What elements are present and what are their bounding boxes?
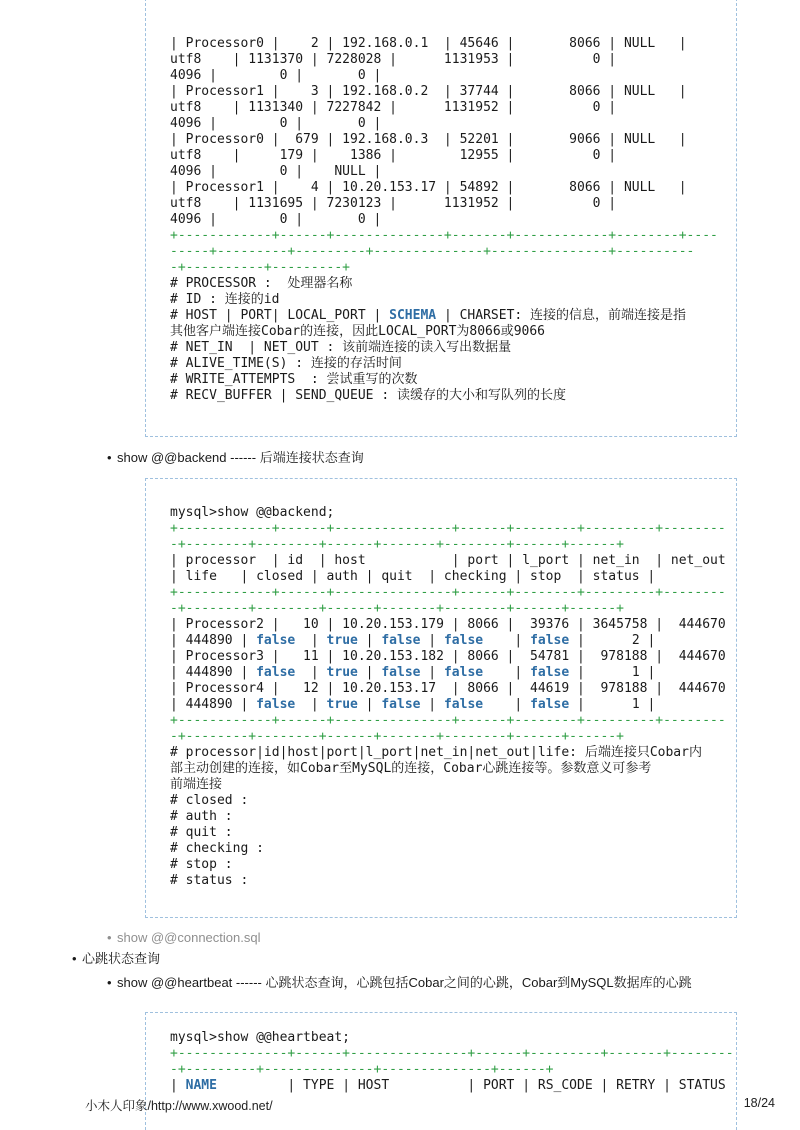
code-line: mysql>show @@heartbeat; (170, 1030, 351, 1045)
code-line: mysql>show @@backend; (170, 505, 335, 520)
code-line: # status : (170, 873, 249, 888)
code-line: | Processor3 | 11 | 10.20.153.182 | 8066 | 54781 | 978188 | 444670 (170, 649, 726, 664)
code-line: -+--------+--------+------+-------+--------+------+------+ (170, 729, 624, 744)
code-line: # processor|id|host|port|l_port|net_in|net_out|life: 后端连接只Cobar内 (170, 745, 702, 760)
code-line: # HOST | PORT| LOCAL_PORT | SCHEMA | CHARSET: 连接的信息，前端连接是指 (170, 308, 687, 323)
code-line: 4096 | 0 | 0 | (170, 116, 382, 131)
code-line: # ID : 连接的id (170, 292, 280, 307)
code-line: -----+---------+---------+--------------+---------------+---------- (170, 244, 695, 259)
code-line: +------------+------+---------------+------+--------+---------+-------- (170, 713, 726, 728)
code-line: | Processor0 | 679 | 192.168.0.3 | 52201 | 9066 | NULL | (170, 132, 687, 147)
code-block-backend-output (145, 478, 737, 918)
code-line: # quit : (170, 825, 233, 840)
code-line: | 444890 | false | true | false | false | false | 2 | (170, 633, 656, 648)
code-line: +------------+------+--------------+-------+------------+--------+---- (170, 228, 718, 243)
code-line: 4096 | 0 | 0 | (170, 68, 382, 83)
footer-page-number: 18/24 (743, 1096, 775, 1110)
code-line: # stop : (170, 857, 233, 872)
code-line: | life | closed | auth | quit | checking | stop | status | (170, 569, 656, 584)
code-line: 4096 | 0 | 0 | (170, 212, 382, 227)
code-line: # checking : (170, 841, 264, 856)
bullet-show-backend (107, 450, 364, 466)
code-line: 4096 | 0 | NULL | (170, 164, 382, 179)
code-line: 其他客户端连接Cobar的连接，因此LOCAL_PORT为8066或9066 (170, 324, 546, 339)
code-line: -+----------+---------+ (170, 260, 351, 275)
code-line: | Processor4 | 12 | 10.20.153.17 | 8066 | 44619 | 978188 | 444670 (170, 681, 726, 696)
code-line: # PROCESSOR : 处理器名称 (170, 276, 353, 291)
code-line: | Processor1 | 3 | 192.168.0.2 | 37744 | 8066 | NULL | (170, 84, 687, 99)
code-line: | Processor1 | 4 | 10.20.153.17 | 54892 | 8066 | NULL | (170, 180, 687, 195)
code-line: +--------------+------+---------------+------+---------+-------+-------- (170, 1046, 734, 1061)
bullet-label: show @@heartbeat ------ 心跳状态查询，心跳包括Cobar之间的心跳，Cobar到MySQL数据库的心跳 (117, 975, 692, 990)
code-line: # ALIVE_TIME(S) : 连接的存活时间 (170, 356, 402, 371)
console-text (146, 479, 736, 889)
code-line: # auth : (170, 809, 233, 824)
code-line: utf8 | 1131370 | 7228028 | 1131953 | 0 | (170, 52, 617, 67)
bullet-show-heartbeat (107, 975, 692, 991)
code-line: 部主动创建的连接，如Cobar至MySQL的连接，Cobar心跳连接等。参数意义可参考 (170, 761, 652, 776)
code-line: -+--------+--------+------+-------+--------+------+------+ (170, 601, 624, 616)
code-line: # closed : (170, 793, 249, 808)
code-line: -+---------+--------------+--------------+------+ (170, 1062, 554, 1077)
bullet-icon: • (107, 930, 112, 945)
bullet-label: 心跳状态查询 (82, 951, 161, 966)
bullet-icon: • (107, 450, 112, 465)
code-line: | Processor2 | 10 | 10.20.153.179 | 8066 | 39376 | 3645758 | 444670 (170, 617, 726, 632)
code-line: # WRITE_ATTEMPTS : 尝试重写的次数 (170, 372, 418, 387)
code-line: utf8 | 179 | 1386 | 12955 | 0 | (170, 148, 617, 163)
code-line: | 444890 | false | true | false | false | false | 1 | (170, 697, 656, 712)
code-line: # RECV_BUFFER | SEND_QUEUE : 读缓存的大小和写队列的长度 (170, 388, 566, 403)
code-line: | Processor0 | 2 | 192.168.0.1 | 45646 | 8066 | NULL | (170, 36, 687, 51)
code-line: | processor | id | host | port | l_port | net_in | net_out (170, 553, 726, 568)
code-line: utf8 | 1131695 | 7230123 | 1131952 | 0 | (170, 196, 617, 211)
code-line: | 444890 | false | true | false | false | false | 1 | (170, 665, 656, 680)
bullet-heartbeat-section (72, 951, 160, 967)
console-text (146, 0, 736, 404)
code-line: -+--------+--------+------+-------+--------+------+------+ (170, 537, 624, 552)
code-line: +------------+------+---------------+------+--------+---------+-------- (170, 521, 726, 536)
code-block-connection-output (145, 0, 737, 437)
footer-site-link: 小木人印象/http://www.xwood.net/ (85, 1099, 273, 1113)
bullet-label: show @@connection.sql (117, 930, 261, 945)
bullet-label: show @@backend ------ 后端连接状态查询 (117, 450, 364, 465)
code-line: | NAME | TYPE | HOST | PORT | RS_CODE | RETRY | STATUS (170, 1078, 726, 1093)
code-line: utf8 | 1131340 | 7227842 | 1131952 | 0 | (170, 100, 617, 115)
code-line: 前端连接 (170, 777, 223, 792)
bullet-show-connection-sql (107, 930, 260, 946)
bullet-icon: • (72, 951, 77, 966)
code-line: # NET_IN | NET_OUT : 该前端连接的读入写出数据量 (170, 340, 512, 355)
console-text (146, 1013, 736, 1094)
bullet-icon: • (107, 975, 112, 990)
code-line: +------------+------+---------------+------+--------+---------+-------- (170, 585, 726, 600)
